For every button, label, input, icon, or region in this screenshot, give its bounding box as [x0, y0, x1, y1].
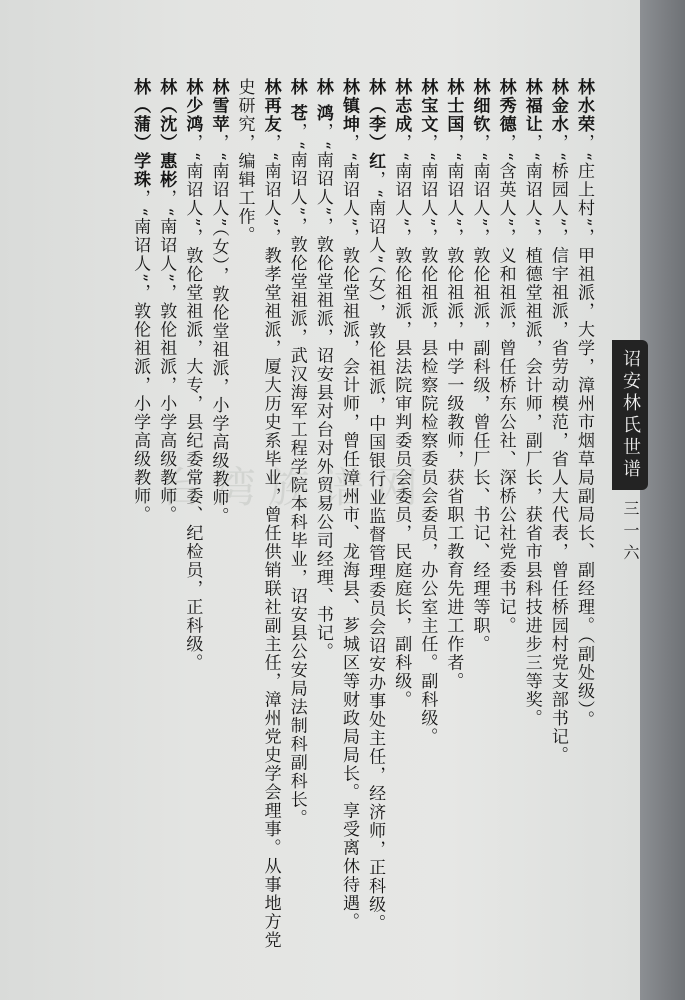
entry-text: ，“南诏人”，植德堂祖派，会计师，副厂长，获省市县科技进步三等奖。 [521, 133, 542, 728]
entry-column [546, 78, 572, 958]
entry-text: ，“南诏人”，敦伦堂祖派，会计师，曾任漳州市、龙海县、芗城区等财政局局长。享受离休待遇。 [338, 133, 359, 931]
watermark: 台湾族谱网 [160, 463, 431, 512]
running-head-tab: 诏安林氏世谱 [612, 340, 648, 490]
entry-column [259, 78, 285, 958]
entry-column [520, 78, 546, 958]
page-number: 三一六 [621, 500, 640, 566]
entry-name: 林（沈）惠彬 [156, 78, 177, 189]
entry-name: 林少鸿 [182, 78, 203, 134]
book-edge [640, 0, 685, 1000]
entry-column [311, 78, 337, 958]
entry-column [180, 78, 206, 958]
entry-text: ，“南诏人”，敦伦祖派，县法院审判委员会委员，民庭庭长，副科级。 [391, 133, 412, 709]
text-columns [128, 78, 598, 958]
entry-name: 林志成 [391, 78, 412, 134]
entry-name: 林宝文 [417, 78, 438, 134]
entry-text: ，“南诏人”，敦伦祖派，县检察院检察委员会委员，办公室主任。副科级。 [417, 133, 438, 746]
entry-text: ，“桥园人”，信宇祖派，省劳动模范，省人大代表，曾任桥园村党支部书记。 [547, 133, 568, 765]
entry-name: 林细钦 [469, 78, 490, 134]
entry-column [363, 78, 389, 958]
entry-text: ，“含英人”，义和祖派，曾任桥东公社、深桥公社党委书记。 [495, 133, 516, 635]
entry-text: ，“南诏人”（女），敦伦堂祖派，小学高级教师。 [208, 133, 229, 526]
entry-name: 林雪苹 [208, 78, 229, 134]
entry-column [128, 78, 154, 958]
entry-text: ，“南诏人”，教孝堂祖派，厦大历史系毕业，曾任供销联社副主任，漳州党史学会理事。从事地方党 [260, 133, 281, 950]
entry-name: 林镇坤 [338, 78, 359, 134]
entry-name: 林士国 [443, 78, 464, 134]
entry-column [154, 78, 180, 958]
entry-text: ，“南诏人”，敦伦堂祖派，诏安县对台对外贸易公司经理、书记。 [312, 122, 333, 661]
entry-text: ，“南诏人”（女），敦伦祖派，中国银行业监督管理委员会诏安办事处主任，经济师，正科级。 [365, 170, 386, 933]
entry-name: 林（蒲）学珠 [130, 78, 151, 189]
entry-column [467, 78, 493, 958]
entry-text: ，“南诏人”，敦伦祖派，小学高级教师。 [156, 189, 177, 524]
entry-text: ，“庄上村”，甲祖派，大学，漳州市烟草局副局长、副经理。（副处级）。 [573, 133, 594, 729]
entry-column [572, 78, 598, 958]
entry-column [285, 78, 311, 958]
entry-name: 林福让 [521, 78, 542, 134]
entry-name: 林 鸿 [312, 78, 333, 123]
entry-text: ，“南诏人”，敦伦堂祖派，大专，县纪委常委、纪检员，正科级。 [182, 133, 203, 672]
entry-column [206, 78, 232, 958]
entry-column [389, 78, 415, 958]
entry-text: ，“南诏人”，敦伦堂祖派，武汉海军工程学院本科毕业，诏安县公安局法制科副科长。 [286, 122, 307, 828]
entry-text: ，“南诏人”，敦伦祖派，小学高级教师。 [130, 189, 151, 524]
entry-name: 林 苍 [286, 78, 307, 123]
entry-column-continuation [232, 78, 258, 958]
entry-text: ，“南诏人”，敦伦祖派，中学一级教师，获省职工教育先进工作者。 [443, 133, 464, 691]
entry-column [441, 78, 467, 958]
entry-text: 史研究，编辑工作。 [234, 78, 255, 245]
entry-column [494, 78, 520, 958]
entry-column [337, 78, 363, 958]
entry-name: 林（李）红 [365, 78, 386, 171]
entry-name: 林金水 [547, 78, 568, 134]
entry-text: ，“南诏人”，敦伦祖派，副科级，曾任厂长、书记、经理等职。 [469, 133, 490, 654]
entry-column [415, 78, 441, 958]
entry-name: 林秀德 [495, 78, 516, 134]
entry-name: 林再友 [260, 78, 281, 134]
entry-name: 林水荣 [573, 78, 594, 134]
